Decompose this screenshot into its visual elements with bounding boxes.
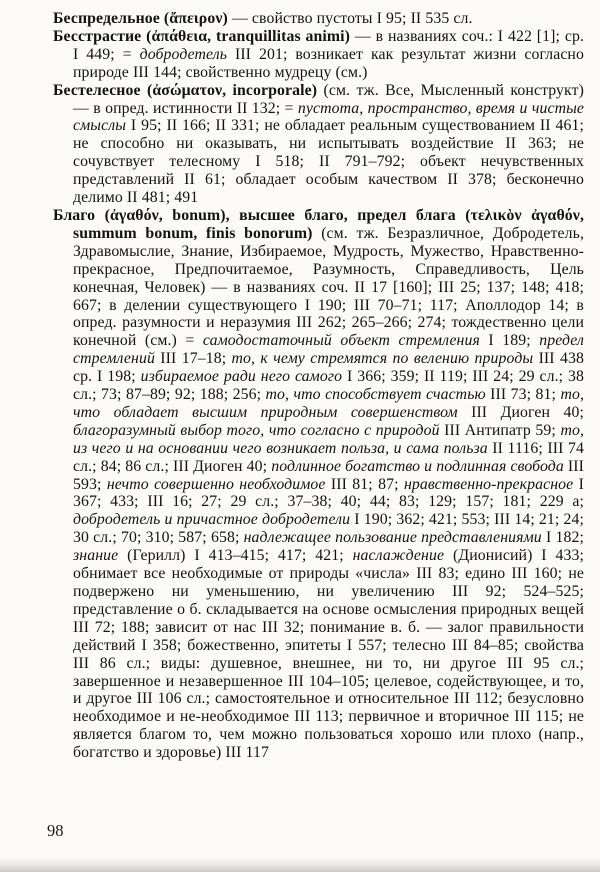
- entry-text: (см. тж. Все, Мысленный конструкт) — в опред. истинности II 132; =: [73, 81, 584, 117]
- entry-text: пустота, пространство, время и чистые смыслы: [73, 99, 584, 135]
- entry-text: I 95; II 166; II 331; не обладает реальным существованием II 461; не способно ни оказывать, ни испытывать воздействие II 363; не сочувствует телесному I 518; II 791–792; объект нечувственных представлений II 61; обладает особым качеством II 378; бесконечно делимо II 481; 491: [73, 117, 584, 207]
- entry-text: I 367; 433; III 16; 27; 29 сл.; 37–38; 40; 44; 83; 129; 157; 181; 229 а;: [73, 475, 584, 511]
- entry-text: (Герилл) I 413–415; 417; 421;: [118, 547, 353, 565]
- index-entry: [53, 207, 584, 762]
- entry-headword: Бесстрастие (ἀπάθεια, tranquillitas animi): [53, 27, 351, 45]
- entry-text: II 1116; III 74 сл.; 84; 86 сл.; III Диоген 40;: [73, 439, 584, 475]
- entry-text: избираемое ради него самого: [140, 368, 343, 386]
- entry-headword: Беспредельное (ἄπειρον): [53, 10, 228, 27]
- index-entry: [53, 82, 584, 207]
- index-entries: [53, 10, 584, 762]
- entry-text: добродетель и причастное добродетели: [73, 511, 351, 529]
- entry-text: благоразумный выбор того, что согласно с природой: [73, 421, 440, 439]
- entry-text: самодостаточный объект стремления: [202, 332, 480, 350]
- entry-text: предел стремлений: [73, 332, 584, 368]
- entry-text: то, к чему стремятся по велению природы: [231, 350, 534, 368]
- entry-text: III 81; 87;: [325, 475, 404, 493]
- entry-text: I 190; 362; 421; 553; III 14; 21; 24; 30 сл.; 70; 310; 587; 658;: [73, 511, 584, 547]
- entry-text: добродетель: [139, 45, 228, 63]
- entry-text: наслаждение: [352, 547, 445, 565]
- index-entry: [53, 28, 584, 82]
- entry-text: I 182;: [541, 529, 584, 547]
- entry-text: нравственно-прекрасное: [403, 475, 574, 493]
- entry-text: то, что способствует счастью: [265, 386, 486, 404]
- page-number: 98: [47, 821, 64, 840]
- entry-text: (Дионисий) I 433; обнимает все необходимые от природы «числа» III 83; едино III 160; не подвержено ни уменьшению, ни увеличению III 92; 524–525; представление о б. складывается на основе осмысления природных вещей III 72; 188; зависит от нас III 32; понимание в. б. — залог правильности действий I 358; божественно, эпитеты I 557; телесно III 84–85; свойства III 86 сл.; виды: душевное, внешнее, ни то, ни другое III 95 сл.; завершенное и незавершенное III 104–105; целевое, содействующее, и то, и другое III 106 сл.; самостоятельное и относительное III 112; безусловно необходимое и не-необходимое III 113; первичное и вторичное III 115; не является благом то, чем можно пользоваться хорошо или плохо (напр., богатство и здоровье) III 117: [73, 547, 585, 762]
- entry-text: III 438 ср. I 198;: [73, 350, 584, 386]
- entry-text: то, что обладает высшим природным совершенством: [73, 386, 585, 421]
- entry-text: подлинное богатство и подлинная свобода: [271, 457, 564, 475]
- index-entry: [53, 10, 584, 28]
- entry-text: то, из чего и на основании чего возникает польза, и сама польза: [73, 421, 584, 457]
- entry-text: III 17–18;: [154, 350, 232, 368]
- entry-text: III 73; 81;: [485, 386, 561, 404]
- entry-text: — в названиях соч.: I 422 [1]; ср. I 449; =: [73, 27, 584, 63]
- entry-headword: Благо (ἀγαθόν, bonum), высшее благо, предел блага (τελικὸν ἀγαθόν, summum bonum, finis bonorum): [53, 206, 584, 242]
- entry-headword: Бестелесное (ἀσώματον, incorporale): [53, 81, 318, 99]
- entry-text: нечто совершенно необходимое: [106, 475, 326, 493]
- page-bottom-shadow: [0, 857, 600, 872]
- entry-text: I 366; 359; II 119; III 24; 29 сл.; 38 сл.; 73; 87–89; 92; 188; 256;: [73, 368, 585, 404]
- entry-text: III 593;: [73, 457, 584, 493]
- entry-text: (см. тж. Безразличное, Добродетель, Здравомыслие, Знание, Избираемое, Мудрость, Мужество, Нравственно-прекрасное, Предпочитаемое, Разумность, Справедливость, Цель конечная, Человек) — в названиях соч. II 17 [160]; III 25; 137; 148; 418; 667; в делении существующего I 190; III 70–71; 117; Аполлодор 14; в опред. разумности и неразумия III 262; 265–266; 274; тождественно цели конечной (см.) =: [73, 224, 584, 350]
- entry-text: III Диоген 40;: [457, 403, 584, 421]
- entry-text: III Антипатр 59;: [439, 421, 561, 439]
- entry-text: — свойство пустоты I 95; II 535 сл.: [227, 10, 473, 27]
- entry-text: III 201; возникает как результат жизни согласно природе III 144; свойственно мудрецу (см.): [73, 45, 584, 81]
- entry-text: надлежащее пользование представлениями: [243, 529, 542, 547]
- entry-text: знание: [73, 547, 119, 565]
- entry-text: I 189;: [479, 332, 540, 350]
